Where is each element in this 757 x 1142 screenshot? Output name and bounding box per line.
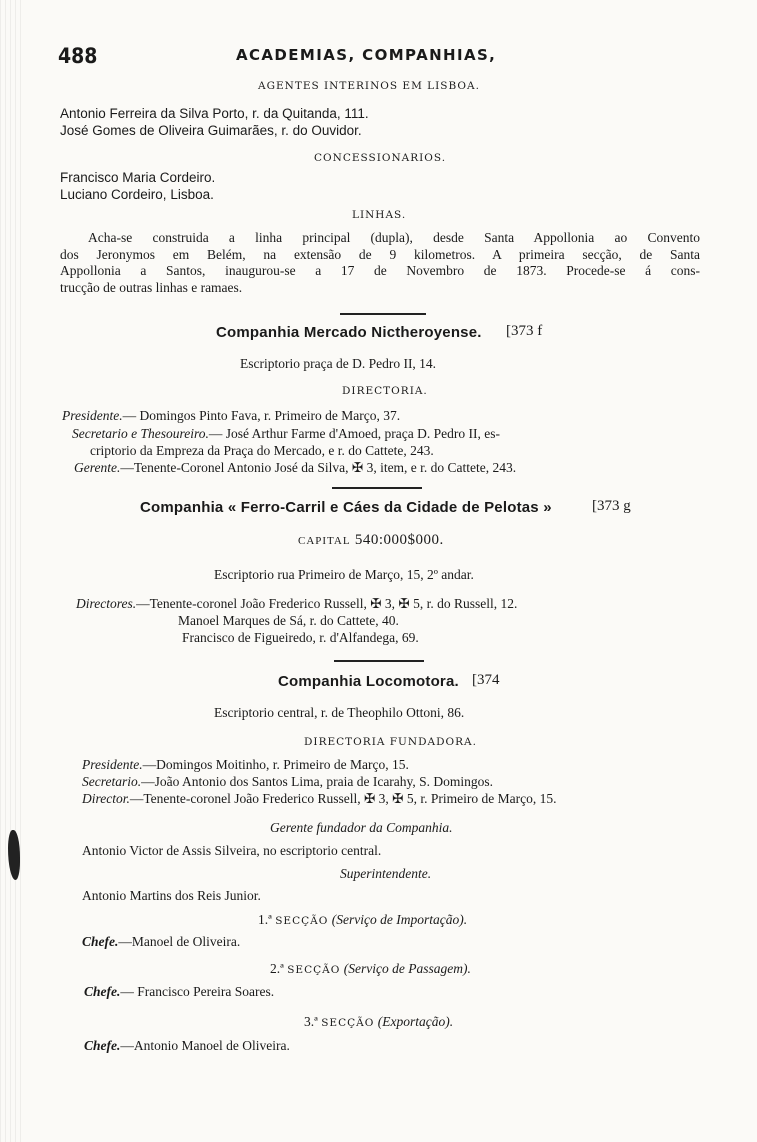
company2-capital xyxy=(298,532,444,549)
agente-entry-1: Antonio Ferreira da Silva Porto, r. da Quitanda, 111. xyxy=(60,106,369,121)
concessionario-entry-1: Francisco Maria Cordeiro. xyxy=(60,170,216,185)
company3-ref: [374 xyxy=(472,672,500,688)
chefe-label: Chefe. xyxy=(84,984,121,999)
chefe-label: Chefe. xyxy=(84,1038,121,1053)
running-head: ACADEMIAS, COMPANHIAS, xyxy=(236,46,497,64)
director-label: Director. xyxy=(82,791,130,806)
seccao-3-word: SECÇÃO xyxy=(321,1017,375,1029)
gerente-fundador-text: Antonio Victor de Assis Silveira, no escriptorio central. xyxy=(82,843,382,858)
director-text: —Tenente-coronel João Frederico Russell, ✠ 3, ✠ 5, r. Primeiro de Março, 15. xyxy=(129,791,557,806)
linhas-line-1: Acha-se construida a linha principal (dupla), desde Santa Appollonia ao Convento xyxy=(88,230,700,245)
page-number: 488 xyxy=(58,44,98,68)
company1-presidente xyxy=(62,408,400,424)
company2-directores xyxy=(76,596,517,612)
seccao-2-num: 2.ª xyxy=(270,961,284,976)
seccao-3-num: 3.ª xyxy=(304,1014,318,1029)
capital-value: 540:000$000. xyxy=(354,532,444,548)
secretario-text: —João Antonio dos Santos Lima, praia de Icarahy, S. Domingos. xyxy=(141,774,494,789)
company1-ref: [373 f xyxy=(506,323,543,339)
gerente-text: —Tenente-Coronel Antonio José da Silva, ✠ 3, item, e r. do Cattete, 243. xyxy=(120,460,517,475)
secretario-label: Secretario e Thesoureiro. xyxy=(72,426,209,441)
seccao-3-chefe xyxy=(84,1038,290,1054)
page-edge-shadow xyxy=(0,0,22,1142)
seccao-2-chefe xyxy=(84,984,274,1000)
gerente-fundador-title: Gerente fundador da Companhia. xyxy=(270,820,453,835)
seccao-2-word: SECÇÃO xyxy=(287,964,341,976)
superintendente-text: Antonio Martins dos Reis Junior. xyxy=(82,888,261,903)
seccao-1-chefe xyxy=(82,934,240,950)
company1-office: Escriptorio praça de D. Pedro II, 14. xyxy=(240,356,437,371)
seccao-2-desc: (Serviço de Passagem). xyxy=(343,961,471,976)
section-rule-3 xyxy=(334,660,424,662)
company1-secretario xyxy=(72,426,500,442)
concessionarios-title: CONCESSIONARIOS. xyxy=(314,152,447,164)
linhas-line-2: dos Jeronymos em Belém, na extensão de 9 kilometros. A primeira secção, de Santa xyxy=(60,246,700,262)
seccao-2-title xyxy=(270,961,471,978)
seccao-3-title xyxy=(304,1014,453,1031)
gerente-label: Gerente. xyxy=(74,460,121,475)
section-rule-2 xyxy=(332,487,422,489)
seccao-3-desc: (Exportação). xyxy=(377,1014,454,1029)
agentes-title: AGENTES INTERINOS EM LISBOA. xyxy=(258,80,480,92)
chefe-text: —Manoel de Oliveira. xyxy=(118,934,241,949)
company3-name: Companhia Locomotora. xyxy=(278,673,459,690)
presidente-label: Presidente. xyxy=(82,757,143,772)
director-entry-3: Francisco de Figueiredo, r. d'Alfandega, 69. xyxy=(182,630,419,645)
presidente-text: —Domingos Moitinho, r. Primeiro de Março, 15. xyxy=(142,757,409,772)
company3-director xyxy=(82,791,556,807)
linhas-paragraph xyxy=(60,230,700,296)
chefe-text: —Antonio Manoel de Oliveira. xyxy=(120,1038,290,1053)
linhas-line-4: trucção de outras linhas e ramaes. xyxy=(60,279,243,295)
linhas-title: LINHAS. xyxy=(352,209,407,221)
director-entry-1: —Tenente-coronel João Frederico Russell, ✠ 3, ✠ 5, r. do Russell, 12. xyxy=(136,596,518,611)
company2-name: Companhia « Ferro-Carril e Cáes da Cidade de Pelotas » xyxy=(140,499,552,516)
secretario-label: Secretario. xyxy=(82,774,142,789)
company2-office: Escriptorio rua Primeiro de Março, 15, 2º andar. xyxy=(214,567,474,582)
company1-board-title: DIRECTORIA. xyxy=(342,385,428,397)
linhas-line-3: Appollonia a Santos, inaugurou-se a 17 de Novembro de 1873. Procede-se á cons- xyxy=(60,263,700,278)
company1-secretario-cont: criptorio da Empreza da Praça do Mercado, e r. do Cattete, 243. xyxy=(90,443,434,458)
director-entry-2: Manoel Marques de Sá, r. do Cattete, 40. xyxy=(178,613,399,628)
company3-board-title: DIRECTORIA FUNDADORA. xyxy=(304,736,477,748)
ink-blot xyxy=(8,830,20,880)
seccao-1-num: 1.ª xyxy=(258,912,272,927)
seccao-1-desc: (Serviço de Importação). xyxy=(331,912,468,927)
company3-office: Escriptorio central, r. de Theophilo Ottoni, 86. xyxy=(214,705,465,720)
seccao-1-title xyxy=(258,912,467,929)
company1-gerente xyxy=(74,460,516,476)
superintendente-title: Superintendente. xyxy=(340,866,432,881)
company1-name: Companhia Mercado Nictheroyense. xyxy=(216,324,482,341)
presidente-text: — Domingos Pinto Fava, r. Primeiro de Março, 37. xyxy=(122,408,401,423)
seccao-1-word: SECÇÃO xyxy=(275,915,329,927)
chefe-text: — Francisco Pereira Soares. xyxy=(120,984,275,999)
section-rule-1 xyxy=(340,313,426,315)
company3-presidente xyxy=(82,757,409,773)
capital-label: CAPITAL xyxy=(298,535,351,547)
concessionario-entry-2: Luciano Cordeiro, Lisboa. xyxy=(60,187,214,202)
company3-secretario xyxy=(82,774,493,790)
agente-entry-2: José Gomes de Oliveira Guimarães, r. do Ouvidor. xyxy=(60,123,362,138)
secretario-text: — José Arthur Farme d'Amoed, praça D. Pedro II, es- xyxy=(208,426,500,441)
chefe-label: Chefe. xyxy=(82,934,119,949)
presidente-label: Presidente. xyxy=(62,408,123,423)
company2-ref: [373 g xyxy=(592,498,631,514)
directores-label: Directores. xyxy=(76,596,137,611)
